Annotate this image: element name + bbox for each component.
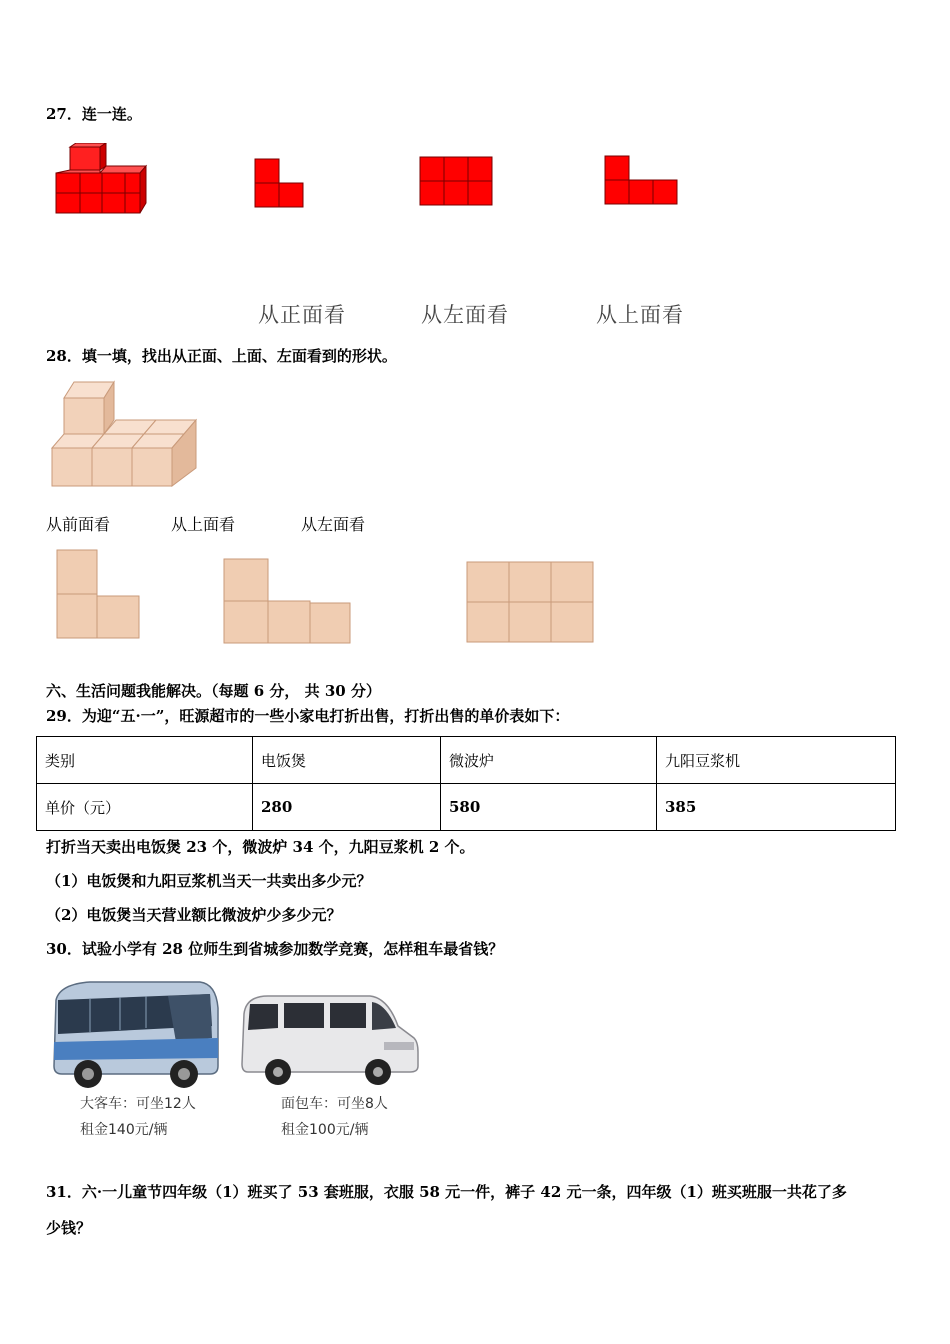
table-cell: 微波炉 (441, 737, 657, 784)
q28-answer-shape-2 (222, 557, 352, 645)
q29-sub1: （1）电饭煲和九阳豆浆机当天一共卖出多少元？ (46, 872, 372, 890)
q28-solid-figure (50, 380, 206, 490)
q27-view-grid (419, 156, 495, 208)
q28-view-label-left: 从左面看 (301, 515, 366, 534)
q27-view-label-top: 从上面看 (596, 303, 684, 327)
bus-image (50, 978, 222, 1090)
table-cell: 类别 (37, 737, 253, 784)
price-table (36, 736, 896, 831)
bus-seats-caption: 大客车：可坐12人 (80, 1096, 196, 1112)
q27-view-label-left: 从左面看 (421, 303, 509, 327)
q27-solid-figure (52, 143, 152, 218)
table-cell: 单价（元） (37, 784, 253, 831)
section-6-title: 六、生活问题我能解决。（每题 6 分， 共 30 分） (46, 682, 381, 700)
q27-view-label-front: 从正面看 (258, 303, 346, 327)
bus-rent-caption: 租金140元/辆 (80, 1122, 168, 1138)
table-cell: 280 (253, 784, 441, 831)
q29-title: 29．为迎“五·一”，旺源超市的一些小家电打折出售，打折出售的单价表如下： (46, 707, 570, 725)
table-cell: 电饭煲 (253, 737, 441, 784)
q27-view-l-small (254, 158, 306, 210)
van-seats-caption: 面包车：可坐8人 (281, 1096, 388, 1112)
table-cell: 580 (441, 784, 657, 831)
q30-title: 30．试验小学有 28 位师生到省城参加数学竞赛，怎样租车最省钱？ (46, 940, 504, 958)
q28-view-label-front: 从前面看 (46, 515, 111, 534)
q28-title: 28．填一填，找出从正面、上面、左面看到的形状。 (46, 347, 397, 365)
van-image (238, 990, 420, 1088)
q28-answer-shape-3 (465, 560, 595, 644)
q27-title: 27．连一连。 (46, 105, 142, 123)
table-header-row (37, 737, 896, 784)
q29-info: 打折当天卖出电饭煲 23 个，微波炉 34 个，九阳豆浆机 2 个。 (46, 838, 475, 856)
table-cell: 385 (657, 784, 896, 831)
table-cell: 九阳豆浆机 (657, 737, 896, 784)
q27-view-l-wide (604, 155, 682, 207)
q28-view-label-top: 从上面看 (171, 515, 236, 534)
q29-sub2: （2）电饭煲当天营业额比微波炉少多少元？ (46, 906, 342, 924)
q31-line-2: 少钱？ (46, 1219, 92, 1237)
van-rent-caption: 租金100元/辆 (281, 1122, 369, 1138)
q28-answer-shape-1 (55, 548, 143, 642)
table-row (37, 784, 896, 831)
q31-line-1: 31．六·一儿童节四年级（1）班买了 53 套班服，衣服 58 元一件，裤子 42 元一条，四年级（1）班买班服一共花了多 (46, 1183, 847, 1201)
